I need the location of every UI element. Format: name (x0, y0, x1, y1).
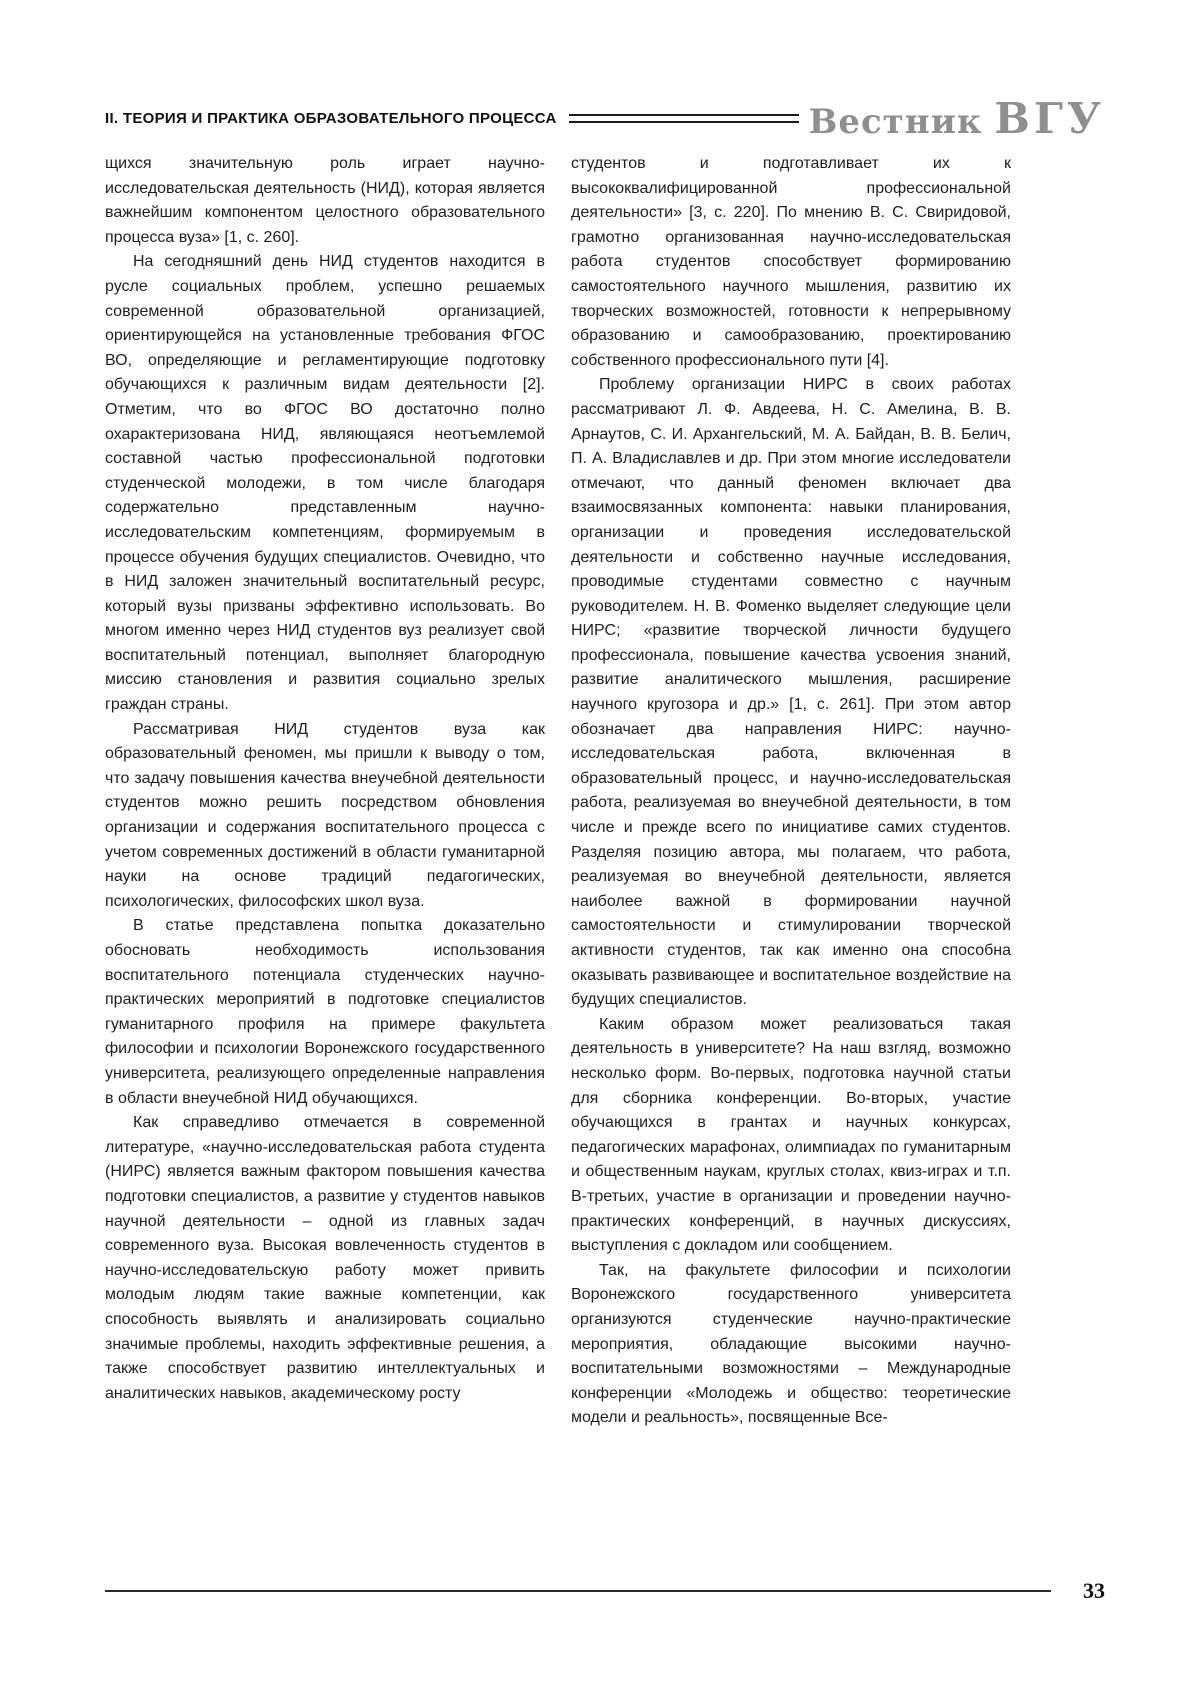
page-footer (105, 1576, 1105, 1606)
paragraph: Каким образом может реализоваться такая деятельность в университете? На наш взгляд, возможно несколько форм. Во-первых, подготовка научной статьи для сборника конференции. Во-вторых, участие обучающихся в грантах и научных конкурсах, педагогических марафонах, олимпиадах по гуманитарным и общественным наукам, круглых столах, квиз-играх и т.п. В-третьих, участие в организации и проведении научно-практических конференций, в научных дискуссиях, выступления с докладом или сообщением. (571, 1015, 1011, 1255)
paragraph: На сегодняшний день НИД студентов находится в русле социальных проблем, успешно решаемых современной образовательной организацией, ориентирующейся на установленные требования ФГОС ВО, определяющие и регламентирующие подготовку обучающихся к различным видам деятельности [2]. Отметим, что во ФГОС ВО достаточно полно охарактеризована НИД, являющаяся неотъемлемой составной частью профессиональной подготовки студенческой молодежи, в том числе благодаря содержательно представленным научно-исследовательским компетенциям, формируемым в процессе обучения будущих специалистов. Очевидно, что в НИД заложен значительный воспитательный ресурс, который вузы призваны эффективно использовать. Во многом именно через НИД студентов вуз реализует свой воспитательный потенциал, выполняет благородную миссию становления и развития социально зрелых граждан страны. (105, 253, 545, 714)
right-column (571, 152, 1011, 1431)
page-header (105, 92, 1105, 144)
footer-rule (105, 1590, 1051, 1592)
paragraph: Так, на факультете философии и психологии Воронежского государственного университета организуются студенческие научно-практические мероприятия, обладающие высокими научно-воспитательными возможностями – Международные конференции «Молодежь и общество: теоретические модели и реальность», посвященные Все- (571, 1261, 1011, 1427)
page-number: 33 (1083, 1578, 1105, 1603)
left-column (105, 152, 545, 1431)
section-title: II. ТЕОРИЯ И ПРАКТИКА ОБРАЗОВАТЕЛЬНОГО ПРОЦЕССА (105, 109, 557, 127)
paragraph: щихся значительную роль играет научно-исследовательская деятельность (НИД), которая является важнейшим компонентом целостного образовательного процесса вуза» [1, с. 260]. (105, 155, 545, 246)
article-body (105, 152, 1011, 1431)
paragraph: Рассматривая НИД студентов вуза как образовательный феномен, мы пришли к выводу о том, что задачу повышения качества внеучебной деятельности студентов можно решить посредством обновления организации и содержания воспитательного процесса с учетом современных достижений в области гуманитарной науки на основе традиций педагогических, психологических, философских школ вуза. (105, 720, 545, 910)
paragraph: В статье представлена попытка доказательно обосновать необходимость использования воспитательного потенциала студенческих научно-практических мероприятий в подготовке специалистов гуманитарного профиля на примере факультета философии и психологии Воронежского государственного университета, реализующего определенные направления в области внеучебной НИД обучающихся. (105, 917, 545, 1107)
journal-logo (809, 94, 1105, 143)
header-double-rule (569, 114, 799, 123)
paragraph: Как справедливо отмечается в современной литературе, «научно-исследовательская работа студента (НИРС) является важным фактором повышения качества подготовки специалистов, а развитие у студентов навыков научной деятельности – одной из главных задач современного вуза. Высокая вовлеченность студентов в научно-исследовательскую работу может привить молодым людям такие важные компетенции, как способность выявлять и анализировать социально значимые проблемы, находить эффективные решения, а также способствует развитию интеллектуальных и аналитических навыков, академическому росту (105, 1114, 545, 1402)
paragraph: Проблему организации НИРС в своих работах рассматривают Л. Ф. Авдеева, Н. С. Амелина, В. В. Арнаутов, С. И. Архангельский, М. А. Байдан, В. В. Белич, П. А. Владиславлев и др. При этом многие исследователи отмечают, что данный феномен включает два взаимосвязанных компонента: навыки планирования, организации и проведения исследовательской деятельности и собственно научные исследования, проводимые студентами совместно с научным руководителем. Н. В. Фоменко выделяет следующие цели НИРС; «развитие творческой личности будущего профессионала, повышение качества усвоения знаний, развитие аналитического мышления, расширение научного кругозора и др.» [1, с. 261]. При этом автор обозначает два направления НИРС: научно-исследовательская работа, включенная в образовательный процесс, и научно-исследовательская работа, реализуемая во внеучебной деятельности, в том числе и прежде всего по инициативе самих студентов. Разделяя позицию автора, мы полагаем, что работа, реализуемая во внеучебной деятельности, является наиболее важной в формировании научной самостоятельности и стимулировании творческой активности студентов, так как именно она способна оказывать развивающее и воспитательное воздействие на будущих специалистов. (571, 376, 1011, 1009)
paragraph: студентов и подготавливает их к высококвалифицированной профессиональной деятельности» [3, с. 220]. По мнению В. С. Свиридовой, грамотно организованная научно-исследовательская работа студентов способствует формированию самостоятельного научного мышления, развитию их творческих возможностей, готовности к непрерывному образованию и самообразованию, проектированию собственного профессионального пути [4]. (571, 155, 1011, 369)
journal-name-vestnik: Вестник (808, 101, 983, 142)
journal-name-vgu: ВГУ (994, 93, 1105, 143)
